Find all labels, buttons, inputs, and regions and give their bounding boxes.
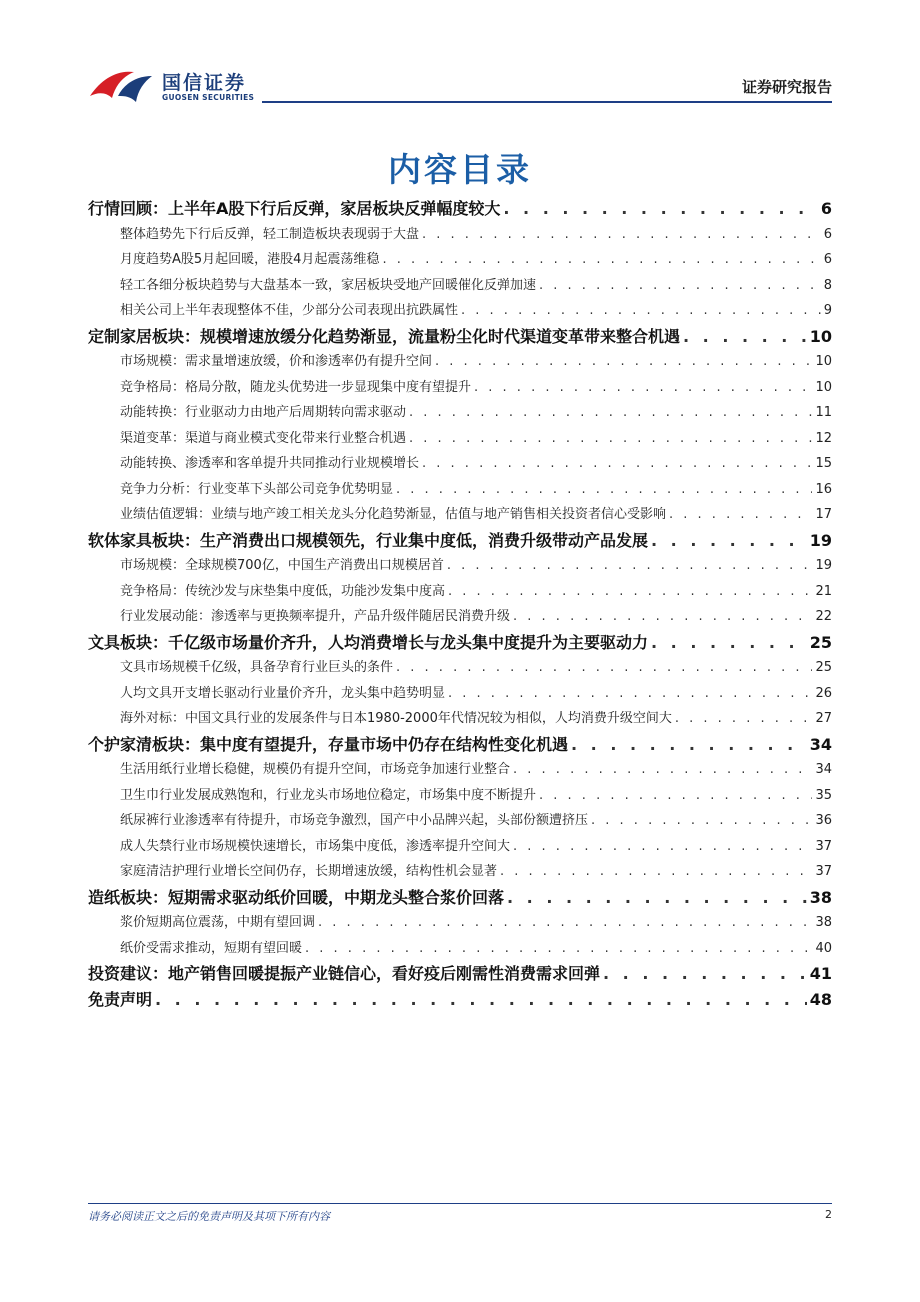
toc-entry-title: 动能转换：行业驱动力由地产后周期转向需求驱动 (120, 405, 407, 420)
page-number: 2 (825, 1208, 832, 1221)
toc-subsection-entry[interactable] (88, 222, 832, 248)
guosen-logo (88, 66, 268, 106)
dot-leader (507, 885, 807, 911)
toc-entry-page: 38 (809, 887, 832, 907)
toc-entry-title: 软体家具板块：生产消费出口规模领先，行业集中度低，消费升级带动产品发展 (88, 530, 649, 550)
toc-entry-title: 成人失禁行业市场规模快速增长，市场集中度低，渗透率提升空间大 (120, 838, 511, 854)
toc-subsection-entry[interactable] (88, 655, 832, 681)
toc-entry-page: 36 (815, 813, 832, 828)
toc-subsection-entry[interactable] (88, 604, 832, 630)
toc-entry-page: 35 (815, 787, 832, 803)
report-type-label: 证券研究报告 (741, 78, 832, 96)
toc-subsection-entry[interactable] (88, 375, 832, 401)
table-of-contents (88, 196, 832, 1012)
toc-entry-title: 整体趋势先下行后反弹，轻工制造板块表现弱于大盘 (120, 226, 420, 242)
dot-leader (409, 400, 812, 426)
toc-entry-title: 纸价受需求推动，短期有望回暖 (120, 940, 303, 956)
toc-subsection-entry[interactable] (88, 706, 832, 732)
toc-entry-page: 8 (823, 277, 832, 293)
toc-entry-page: 41 (809, 964, 832, 983)
toc-entry-page: 19 (809, 530, 832, 550)
toc-subsection-entry[interactable] (88, 579, 832, 605)
toc-section-entry[interactable] (88, 528, 832, 554)
toc-subsection-entry[interactable] (88, 426, 832, 452)
dot-leader (513, 834, 812, 860)
dot-leader (155, 987, 807, 1013)
dot-leader (305, 936, 812, 962)
toc-entry-title: 个护家清板块：集中度有望提升，存量市场中仍存在结构性变化机遇 (88, 734, 569, 754)
dot-leader (396, 477, 812, 503)
dot-leader (318, 910, 812, 936)
toc-subsection-entry[interactable] (88, 681, 832, 707)
toc-subsection-entry[interactable] (88, 553, 832, 579)
toc-entry-title: 定制家居板块：规模增速放缓分化趋势渐显，流量粉尘化时代渠道变革带来整合机遇 (88, 326, 681, 346)
toc-entry-title: 卫生巾行业发展成熟饱和，行业龙头市场地位稳定，市场集中度不断提升 (120, 787, 537, 803)
toc-entry-title: 纸尿裤行业渗透率有待提升，市场竞争激烈，国产中小品牌兴起，头部份额遭挤压 (120, 813, 589, 828)
disclaimer-note: 请务必阅读正文之后的免责声明及其项下所有内容 (88, 1210, 330, 1223)
logo-chinese-name: 国信证券 (162, 72, 247, 94)
dot-leader (409, 426, 812, 452)
toc-subsection-entry[interactable] (88, 502, 832, 528)
toc-section-entry[interactable] (88, 961, 832, 987)
logo-mark-icon (88, 66, 160, 106)
toc-entry-page: 38 (815, 915, 832, 930)
toc-entry-title: 相关公司上半年表现整体不佳，少部分公司表现出抗跌属性 (120, 303, 459, 318)
toc-entry-title: 市场规模：全球规模700亿，中国生产消费出口规模居首 (120, 558, 444, 573)
toc-subsection-entry[interactable] (88, 757, 832, 783)
footer-divider (88, 1203, 832, 1204)
toc-entry-page: 27 (815, 711, 832, 726)
toc-entry-title: 人均文具开支增长驱动行业量价齐升，龙头集中趋势明显 (120, 685, 446, 701)
toc-entry-page: 10 (815, 379, 832, 395)
dot-leader (683, 324, 807, 350)
toc-entry-title: 竞争格局：传统沙发与床垫集中度低，功能沙发集中度高 (120, 583, 446, 599)
toc-entry-page: 10 (815, 354, 832, 369)
toc-entry-title: 文具板块：千亿级市场量价齐升，人均消费增长与龙头集中度提升为主要驱动力 (88, 632, 649, 652)
toc-entry-page: 9 (823, 303, 832, 318)
dot-leader (651, 528, 807, 554)
toc-entry-title: 生活用纸行业增长稳健，规模仍有提升空间，市场竞争加速行业整合 (120, 762, 511, 777)
toc-entry-title: 造纸板块：短期需求驱动纸价回暖，中期龙头整合浆价回落 (88, 887, 505, 907)
toc-entry-page: 37 (815, 838, 832, 854)
dot-leader (422, 451, 812, 477)
toc-subsection-entry[interactable] (88, 477, 832, 503)
toc-entry-title: 投资建议：地产销售回暖提振产业链信心，看好疫后刚需性消费需求回弹 (88, 964, 601, 983)
toc-entry-page: 25 (809, 632, 832, 652)
dot-leader (448, 579, 812, 605)
toc-entry-page: 11 (815, 405, 832, 420)
toc-section-entry[interactable] (88, 324, 832, 350)
toc-subsection-entry[interactable] (88, 910, 832, 936)
toc-subsection-entry[interactable] (88, 834, 832, 860)
toc-entry-title: 行业发展动能：渗透率与更换频率提升，产品升级伴随居民消费升级 (120, 609, 511, 624)
toc-entry-title: 海外对标：中国文具行业的发展条件与日本1980-2000年代情况较为相似，人均消费升级空间大 (120, 711, 672, 726)
toc-entry-page: 6 (820, 199, 832, 218)
dot-leader (539, 273, 821, 299)
dot-leader (603, 961, 807, 987)
logo-english-name: GUOSEN SECURITIES (162, 93, 255, 102)
dot-leader (500, 859, 812, 885)
toc-entry-page: 6 (823, 252, 832, 267)
dot-leader (382, 247, 820, 273)
toc-entry-page: 19 (815, 558, 832, 573)
toc-entry-title: 市场规模：需求量增速放缓，价和渗透率仍有提升空间 (120, 354, 433, 369)
toc-entry-page: 15 (815, 456, 832, 471)
toc-subsection-entry[interactable] (88, 349, 832, 375)
toc-section-entry[interactable] (88, 732, 832, 758)
header-divider (262, 101, 832, 103)
toc-entry-page: 12 (815, 430, 832, 446)
toc-subsection-entry[interactable] (88, 273, 832, 299)
dot-leader (448, 681, 812, 707)
toc-section-entry[interactable] (88, 885, 832, 911)
toc-entry-page: 6 (823, 226, 832, 242)
toc-subsection-entry[interactable] (88, 451, 832, 477)
toc-entry-page: 10 (809, 326, 832, 346)
toc-section-entry[interactable] (88, 987, 832, 1013)
toc-entry-title: 轻工各细分板块趋势与大盘基本一致，家居板块受地产回暖催化反弹加速 (120, 277, 537, 293)
dot-leader (474, 375, 812, 401)
dot-leader (539, 783, 812, 809)
toc-entry-title: 行情回顾：上半年A股下行后反弹，家居板块反弹幅度较大 (88, 199, 501, 218)
dot-leader (513, 757, 812, 783)
dot-leader (435, 349, 812, 375)
toc-entry-title: 业绩估值逻辑：业绩与地产竣工相关龙头分化趋势渐显，估值与地产销售相关投资者信心受影响 (120, 507, 667, 522)
toc-entry-title: 免责声明 (88, 989, 153, 1009)
toc-entry-page: 34 (815, 762, 832, 777)
dot-leader (396, 655, 812, 681)
toc-entry-title: 动能转换、渗透率和客单提升共同推动行业规模增长 (120, 456, 420, 471)
toc-subsection-entry[interactable] (88, 936, 832, 962)
toc-subsection-entry[interactable] (88, 783, 832, 809)
toc-entry-page: 37 (815, 864, 832, 879)
dot-leader (591, 808, 812, 834)
toc-entry-title: 文具市场规模千亿级，具备孕育行业巨头的条件 (120, 660, 394, 675)
dot-leader (447, 553, 813, 579)
dot-leader (513, 604, 812, 630)
toc-entry-title: 竞争格局：格局分散，随龙头优势进一步显现集中度有望提升 (120, 379, 472, 395)
toc-entry-page: 22 (815, 609, 832, 624)
toc-entry-page: 21 (815, 583, 832, 599)
dot-leader (571, 732, 807, 758)
toc-section-entry[interactable] (88, 630, 832, 656)
toc-subsection-entry[interactable] (88, 400, 832, 426)
toc-entry-page: 48 (809, 989, 832, 1009)
toc-entry-title: 月度趋势A股5月起回暖，港股4月起震荡维稳 (120, 252, 380, 267)
dot-leader (422, 222, 821, 248)
toc-entry-title: 家庭清洁护理行业增长空间仍存，长期增速放缓，结构性机会显著 (120, 864, 498, 879)
dot-leader (461, 298, 821, 324)
toc-entry-page: 25 (815, 660, 832, 675)
toc-subsection-entry[interactable] (88, 859, 832, 885)
dot-leader (503, 196, 817, 222)
toc-subsection-entry[interactable] (88, 808, 832, 834)
dot-leader (675, 706, 813, 732)
toc-section-entry[interactable] (88, 196, 832, 222)
toc-entry-page: 34 (809, 734, 832, 754)
toc-entry-page: 17 (815, 507, 832, 522)
toc-entry-page: 40 (815, 940, 832, 956)
toc-title: 内容目录 (388, 150, 532, 189)
toc-entry-title: 浆价短期高位震荡，中期有望回调 (120, 915, 316, 930)
toc-subsection-entry[interactable] (88, 298, 832, 324)
toc-entry-page: 26 (815, 685, 832, 701)
toc-entry-title: 竞争力分析：行业变革下头部公司竞争优势明显 (120, 481, 394, 497)
toc-entry-page: 16 (815, 481, 832, 497)
toc-entry-title: 渠道变革：渠道与商业模式变化带来行业整合机遇 (120, 430, 407, 446)
dot-leader (669, 502, 812, 528)
dot-leader (651, 630, 807, 656)
toc-subsection-entry[interactable] (88, 247, 832, 273)
page-header (88, 62, 832, 104)
